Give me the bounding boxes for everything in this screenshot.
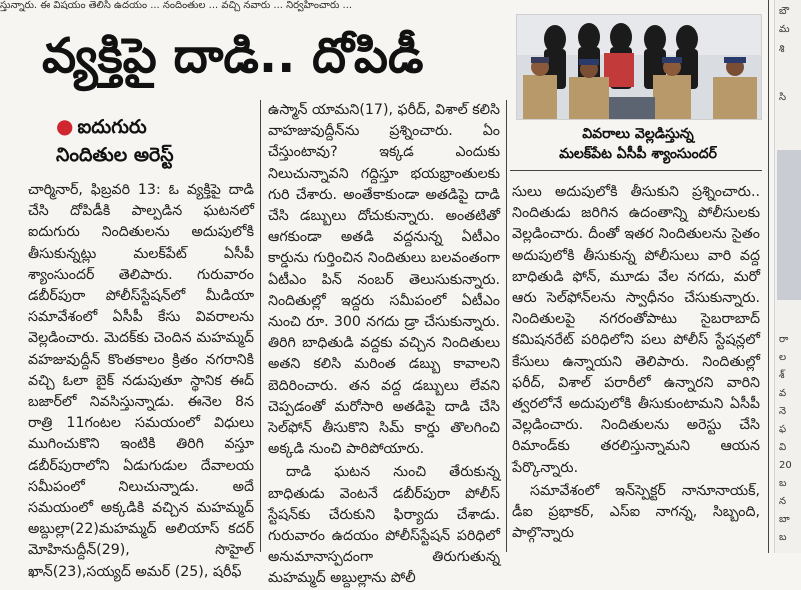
next-column-fragment: వ xyxy=(779,388,787,399)
article-column-1 xyxy=(28,180,254,580)
page-edge-divider xyxy=(768,0,769,553)
bullet-icon: ● xyxy=(56,114,74,138)
subheadline xyxy=(56,112,256,169)
column-divider xyxy=(506,100,507,552)
next-column-fragment: రా xyxy=(779,334,789,345)
next-column-fragment: సి xyxy=(779,92,787,103)
next-column-fragment: బౌ xyxy=(779,6,790,17)
subheadline-line-2: నిందితుల అరెస్ట్ xyxy=(56,144,174,166)
subheadline-line-1 xyxy=(56,112,256,141)
photo-caption xyxy=(522,124,754,164)
adjacent-photo xyxy=(777,150,801,300)
article-column-2 xyxy=(268,100,500,587)
column-2-paragraph-2: దాడి ఘటన నుంచి తేరుకున్న బాధితుడు వెంటనే డబీర్‌పురా పోలీస్ స్టేషన్‌కు చేరుకుని ఫిర్యాదు చేశాడు. గురువారం ఉదయం పోలీస్‌స్టేషన్ పరిధిలో అనుమానాస్పదంగా తిరుగుతున్న మహమ్మద్ అబ్దుల్లాను పోలీ xyxy=(268,464,500,587)
press-meet-photo xyxy=(516,14,762,120)
next-column-fragment: శ్ xyxy=(779,370,785,381)
column-2-paragraph-1: ఉస్మాన్ యామని(17), ఫరీద్, విశాల్ కలిసి వాహజువుద్దీన్‌ను ప్రశ్నించారు. ఏం చేస్తుంటావు? ఇక్కడ ఎందుకు నిలుచున్నావని గద్దిస్తూ భయభ్రాంతులకు గురి చేశారు. అంతేకాకుండా అతడిపై దాడి చేసి డబ్బులు దోచుకున్నారు. అంతటితో ఆగకుండా అతడి వద్దనున్న ఏటీఎం కార్డును గుర్తించిన నిందితులు బలవంతంగా ఏటీఎం పిన్ నంబర్ తెలుసుకున్నారు. నిందితుల్లో ఇద్దరు సమీపంలో ఏటీఎం నుంచి రూ. 300 నగదు డ్రా చేసుకున్నారు. తిరిగి బాధితుడి వద్దకు వచ్చిన నిందితులు అతని కలిసి మరింత డబ్బు కావాలని బెదిరించారు. తన వద్ద డబ్బులు లేవని చెప్పడంతో మరోసారి అతడిపై దాడి చేసి సెల్‌ఫోన్ తీసుకొని సిమ్ కార్డు తొలగించి అక్కడి నుంచి పారిపోయారు. xyxy=(268,102,500,458)
next-column-fragment: ఫ xyxy=(779,424,787,435)
column-divider xyxy=(260,100,261,552)
adjacent-article-strip xyxy=(774,0,801,553)
next-column-fragment: బా xyxy=(779,514,790,525)
next-column-fragment: బ xyxy=(779,532,787,543)
column-1-paragraph-1: చార్మినార్, ఫిబ్రవరి 13: ఓ వ్యక్తిపై దాడి చేసి దోపిడీకి పాల్పడిన ఘటనలో ఐదుగురు నిందితులను అదుపులోకి తీసుకున్నట్లు మలక్‌పేట్ ఏసీపీ శ్యాంసుందర్ తెలిపారు. గురువారం డబీర్‌పురా పోలీస్‌స్టేషన్‌లో మీడియా సమావేశంలో ఏసీపీ కేసు వివరాలను వెల్లడించారు. మెదక్‌కు చెందిన మహమ్మద్ వహజువుద్దీన్ కొంతకాలం క్రితం నగరానికి వచ్చి ఓలా బైక్ నడుపుతూ స్థానిక ఈద్ బజార్‌లో నివసిస్తున్నాడు. ఈనెల 8న రాత్రి 11గంటల సమయంలో విధులు ముగించుకొని ఇంటికి తిరిగి వస్తూ డబీర్‌పురాలోని ఏడుగుడుల దేవాలయ సమీపంలో నిలుచున్నాడు. అదే సమయంలో అక్కడికి వచ్చిన మహమ్మద్ అబ్దుల్లా(22)మహమ్మద్ అలియాస్ కదర్ మోహినుద్దీన్(29), సొహైల్ ఖాన్(23),సయ్యద్ అమర్ (25), షరీఫ్ xyxy=(28,182,254,580)
photo-illustration xyxy=(517,15,761,119)
next-column-fragment: మ xyxy=(779,24,790,35)
next-column-fragment: నె xyxy=(779,406,787,417)
next-column-fragment: వి xyxy=(779,442,787,453)
next-column-fragment: న xyxy=(779,496,787,507)
next-column-fragment: ల xyxy=(779,352,787,363)
caption-line-2: మలక్‌పేట ఏసీపీ శ్యాంసుందర్ xyxy=(559,146,717,162)
caption-line-1: వివరాలు వెల్లడిస్తున్న xyxy=(582,126,694,142)
next-column-fragment: బ xyxy=(779,478,787,489)
article-column-3 xyxy=(512,182,760,552)
cut-off-top-text: స్తున్నారు. ఈ విషయం తెలిసి ఉదయం ... నందింతుల ... వచ్చి నవారు ... నిర్వహించారు ... xyxy=(0,0,353,11)
next-column-fragment: శి xyxy=(779,44,785,55)
column-3-paragraph-1: సులు అదుపులోకి తీసుకుని ప్రశ్నించారు.. నిందితుడు జరిగిన ఉదంతాన్ని పోలీసులకు వెల్లడించారు. దీంతో ఇతర నిందితులను సైతం అదుపులోకి తీసుకున్న పోలీసులు వారి వద్ద బాధితుడి ఫోన్, మూడు వేల నగదు, మరో ఆరు సెల్‌ఫోన్‌లను స్వాధీనం చేసుకున్నారు. నిందితులపై నగరంతోపాటు సైబరాబాద్ కమిషనరేట్ పరిధిలోని పలు పోలీస్ స్టేషన్లలో కేసులు ఉన్నాయని తెలిపారు. నిందితుల్లో ఫరీద్, విశాల్ పరారీలో ఉన్నారని వారిని త్వరలోనే అదుపులోకి తీసుకుంటామని ఏసీపీ వెల్లడించారు. నిందితులను అరెస్టు చేసి రిమాండ్‌కు తరలిస్తున్నామని ఆయన పేర్కొన్నారు. xyxy=(512,184,760,476)
next-column-fragment: 20 xyxy=(779,460,792,471)
headline: వ్యక్తిపై దాడి.. దోపిడీ xyxy=(42,28,424,84)
subheadline-text-1: ఐదుగురు xyxy=(77,116,147,138)
column-3-paragraph-2: సమావేశంలో ఇన్‌స్పెక్టర్ నానూనాయక్, డీఐ ప్రభాకర్, ఎస్ఐ నాగన్న, సిబ్బంది, పాల్గొన్నారు xyxy=(512,482,760,542)
caption-divider xyxy=(510,170,762,171)
